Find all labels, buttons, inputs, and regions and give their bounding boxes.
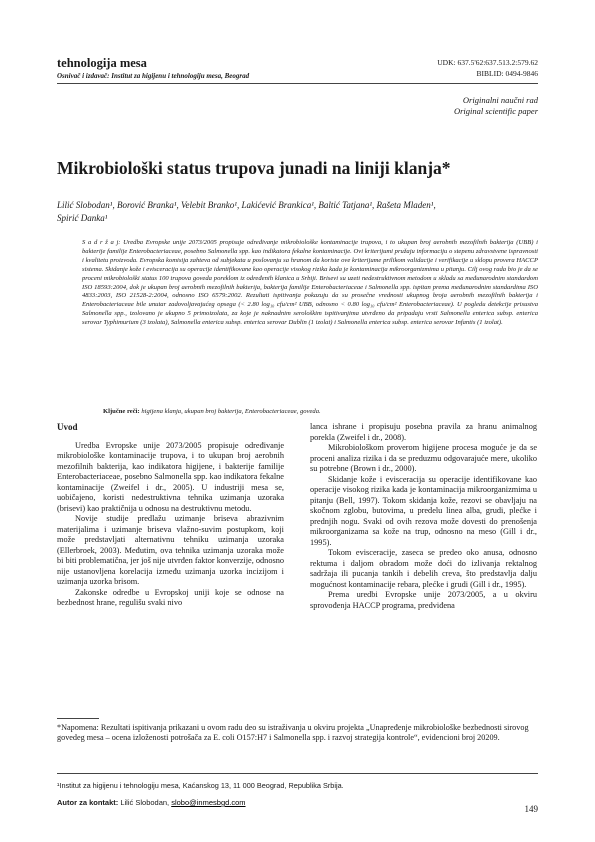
- abstract: [82, 239, 538, 328]
- footnote-rule: [57, 718, 99, 719]
- body-paragraph: Skidanje kože i evisceracija su operacije identifikovane kao operacije visokog rizika kada je kontaminacija mikroorganizmima u pitanju (Bell, 1997). Tokom skidanja kože, rezovi se obavljaju na skočnom zglobu, butovima, u predelu linea alba, grudi, plećke i prednjih nogu. Svaki od ovih rezova može dovesti do prenošenja mikroorganizama sa kože na trup, odnosno na meso (Gill i dr., 1995).: [310, 474, 537, 547]
- body-paragraph: Uredba Evropske unije 2073/2005 propisuje određivanje mikrobiološke kontaminacije trupova, i to ukupan broj aerobnih mezofilnih bakterija, kao indikatora higijene, i bakterije familije Enterobacteriaceae, posebno Salmonella spp. kao indikatora fekalne kontaminacije (Zweifel i dr., 2005). U industriji mesa se, uobičajeno, koristi nedestruktivna tehnika uzimanja uzoraka (brisevi) kao praktičnija u odnosu na destruktivnu metodu.: [57, 440, 284, 513]
- biblid-code: BIBLID: 0494-9846: [476, 69, 538, 78]
- body-column-right: [310, 422, 537, 611]
- body-paragraph: Mikrobiološkom proverom higijene procesa moguće je da se proceni analiza rizika i da se preduzmu odgovarajuće mere, ukoliko su potrebne (Brown i dr., 2000).: [310, 443, 537, 473]
- keywords: [103, 408, 538, 415]
- abstract-label: S a d r ž a j:: [82, 239, 121, 246]
- body-paragraph: lanca ishrane i propisuju posebna pravila za hranu animalnog porekla (Zweifel i dr., 2008).: [310, 422, 537, 442]
- footnote: *Napomena: Rezultati ispitivanja prikazani u ovom radu deo su istraživanja u okviru projekta „Unapređenje mikrobiološke bezbednosti sirovog govedeg mesa – ocena izloženosti potrošača za E. coli O157:H7 i Salmonella spp. i razvoj strategija kontrole“, evidencioni broj 20209.: [57, 723, 529, 742]
- paper-type-sr: Originalni naučni rad: [462, 95, 538, 105]
- contact-label: Autor za kontakt:: [57, 798, 119, 807]
- section-heading: Uvod: [57, 422, 78, 432]
- contact-email-link[interactable]: slobo@inmesbgd.com: [171, 798, 246, 807]
- body-paragraph: Zakonske odredbe u Evropskoj uniji koje se odnose na bezbednost hrane, regulišu svaki nivo: [57, 587, 284, 607]
- abstract-text: Uredba Evropske unije 2073/2005 propisuje određivanje mikrobiološke kontaminacije trupova, i to ukupan broj aerobnih mezofilnih bakterija (UBB) i bakterije familije Enterobacteriaceae, posebno Salmonella spp. kao indikatora fekalne kontaminacije. Ovi kriterijumi pružaju informaciju o stepenu zdravstvene ispravnosti i kvalitetu proizvoda. Evropska komisija zahteva od subjekata u poslovanju sa hranom da koriste ove kriterijume prilikom validacije i verifikacije u sklopu provera HACCP sistema. Skidanje kože i evisceracija su operacije identifikovane kao operacije visokog rizika kada je kontaminacija mikroorganizmima u pitanju. Cilj ovog rada bio je da se proceni mikrobiološki status 100 trupova goveda poreklom iz određenih klanica u Srbiji. Brisevi su uzeti nedestruktivnom metodom u skladu sa međunarodnim standardom ISO 18593:2004, dok je ukupan broj aerobnih mezofilnih bakterija, bakterija familije Enterobacteriaceae i Salmonella spp. ispitan prema međunarodnim standardima ISO 4833:2003, ISO 21528-2:2004, odnosno ISO 6579:2002. Rezultati ispitivanja pokazuju da su prosečne vrednosti ukupnog broja aerobnih mezofilnih bakterija i Enterobacteriaceae bile unutar zadovoljavajućeg opsega (< 2.80 log₁₀ cfu/cm² UBB, odnosno < 0.80 log₁₀ cfu/cm² Enterobacteriaceae). U pogledu detekcije prisustva Salmonella spp., izolovano je ukupno 5 primoizolata, za koje je naknadnim serološkim ispitivanjima utvrđeno da pripadaju vrsti Salmonella enterica subsp. enterica serovar Typhimurium (3 izolata), Salmonella enterica subsp. enterica serovar Dublin (1 izolat) i Salmonella enterica subsp. enterica serovar Infantis (1 izolat).: [82, 239, 538, 327]
- affiliation-rule: [57, 773, 538, 774]
- contact-name: Lilić Slobodan,: [118, 798, 172, 807]
- authors-line-1: Lilić Slobodan¹, Borović Branka¹, Velebit Branko¹, Lakićević Brankica¹, Baltić Tatjana¹, Rašeta Mladen¹,: [57, 200, 436, 210]
- body-paragraph: Novije studije predlažu uzimanje briseva abrazivnim materijalima i uzimanje briseva vlažno-suvim postupkom, koji može predstavljati alternativnu tehniku uzimanja uzoraka (Ellerbroek, 2003). Međutim, ova tehnika uzimanja uzoraka može bi biti problematična, jer još nije utvrđen faktor konverzije, odnosno nije ustanovljena korelacija između uzimanja uzorka incizijom i uzimanja uzorka brisom.: [57, 514, 284, 586]
- body-paragraph: Tokom evisceracije, zaseca se predeo oko anusa, odnosno rektuma i daljom obradom može doći do izlivanja rektalnog sadržaja ili pucanja tankih i debelih creva, što predstavlja dalju mogućnost kontaminacije rebara, plećke i grudi (Gill i dr., 1995).: [310, 548, 537, 589]
- body-paragraph: Prema uredbi Evropske unije 2073/2005, a u okviru sprovođenja HACCP programa, predviđena: [310, 590, 537, 610]
- keywords-text: higijena klanja, ukupan broj bakterija, Enterobacteriaceae, goveda.: [139, 408, 321, 415]
- page-title: Mikrobiološki status trupova junadi na liniji klanja*: [57, 158, 451, 178]
- paper-type-en: Original scientific paper: [453, 106, 538, 116]
- author-list: [57, 199, 538, 225]
- contact-line: [57, 798, 538, 807]
- keywords-label: Ključne reči:: [103, 408, 140, 415]
- authors-line-2: Spirić Danka¹: [57, 213, 108, 223]
- page-number: 149: [524, 804, 538, 814]
- header-rule: [57, 83, 538, 84]
- journal-name: tehnologija mesa: [57, 56, 147, 70]
- body-column-left: [57, 422, 284, 609]
- publisher-line: Osnivač i izdavač: Institut za higijenu i tehnologiju mesa, Beograd: [57, 72, 250, 80]
- udk-code: UDK: 637.5'62:637.513.2:579.62: [437, 58, 538, 67]
- affiliation: ¹Institut za higijenu i tehnologiju mesa, Kaćanskog 13, 11 000 Beograd, Republika Srbija.: [57, 781, 344, 790]
